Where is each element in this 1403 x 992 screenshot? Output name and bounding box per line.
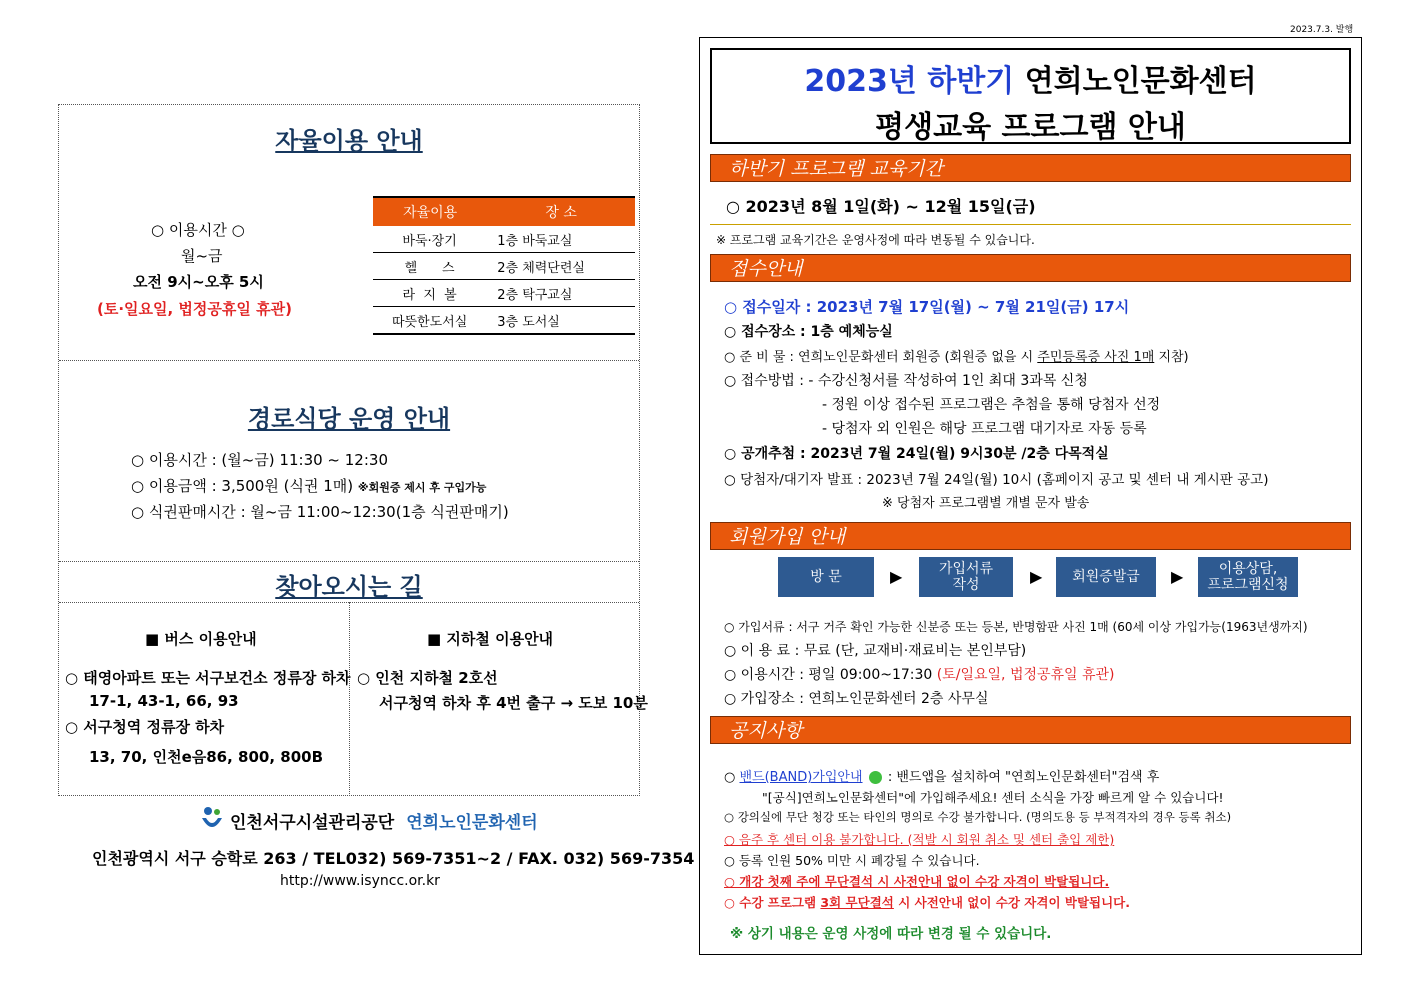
subway-line: ○ 인천 지하철 2호선 [357, 669, 498, 687]
table-cell: 1층 바둑교실 [487, 226, 635, 253]
notice-5-prefix: ○ 수강 프로그램 [724, 895, 817, 910]
reg-draw: ○ 공개추첨 : 2023년 7월 24일(월) 9시30분 /2층 다목적실 [724, 446, 1109, 462]
subway-title: ■ 지하철 이용안내 [427, 630, 554, 648]
table-cell: 라 지 볼 [373, 280, 487, 307]
cafeteria-price-note: ※회원증 제시 후 구입가능 [357, 481, 487, 494]
notice-4: ○ 개강 첫째 주에 무단결석 시 사전안내 없이 수강 자격이 박탈됩니다. [724, 874, 1110, 889]
notice-5-suffix: 시 사전안내 없이 수강 자격이 박탈됩니다. [898, 895, 1131, 910]
notice-2: ○ 음주 후 센터 이용 불가합니다. (적발 시 회원 취소 및 센터 출입 제한) [724, 832, 1115, 847]
table-header: 장 소 [487, 197, 635, 226]
member-hours-closed: (토/일요일, 법정공휴일 휴관) [936, 667, 1115, 683]
table-row [373, 307, 635, 335]
arrow-icon: ▶ [1171, 567, 1184, 586]
member-place: ○ 가입장소 : 연희노인문화센터 2층 사무실 [724, 691, 989, 707]
final-note: ※ 상기 내용은 운영 사정에 따라 변경 될 수 있습니다. [730, 926, 1052, 942]
bus-numbers-2: 13, 70, 인천e음86, 800, 800B [89, 748, 324, 766]
self-use-title: 자율이용 안내 [275, 127, 423, 155]
table-cell: 2층 탁구교실 [487, 280, 635, 307]
right-panel [699, 37, 1362, 955]
reg-method-1: ○ 접수방법 : - 수강신청서를 작성하여 1인 최대 3과목 신청 [724, 373, 1088, 389]
cafeteria-title: 경로식당 운영 안내 [247, 405, 451, 433]
band-link[interactable]: 밴드(BAND)가입안내 [739, 770, 863, 785]
membership-bar: 회원가입 안내 [710, 522, 1351, 550]
notice-3: ○ 등록 인원 50% 미만 시 폐강될 수 있습니다. [724, 853, 980, 868]
arrow-icon: ▶ [1030, 567, 1043, 586]
notice-bar: 공지사항 [710, 716, 1351, 744]
reg-items-suffix: 지참) [1158, 350, 1189, 365]
reg-sms: ※ 당첨자 프로그램별 개별 문자 발송 [882, 496, 1090, 511]
member-hours [724, 664, 1115, 684]
left-panel [58, 104, 648, 796]
table-cell: 3층 도서실 [487, 307, 635, 335]
self-use-table [373, 196, 635, 335]
issue-date: 2023.7.3. 발행 [1290, 25, 1354, 35]
org-logo-icon [200, 806, 224, 834]
step-card: 회원증발급 [1056, 557, 1156, 597]
period-note: ※ 프로그램 교육기간은 운영사정에 따라 변동될 수 있습니다. [716, 233, 1035, 247]
bus-numbers-1: 17-1, 43-1, 66, 93 [89, 692, 239, 710]
reg-announce: ○ 당첨자/대기자 발표 : 2023년 7월 24일(월) 10시 (홈페이지 공고 및 센터 내 게시판 공고) [724, 472, 1269, 488]
table-cell: 바둑·장기 [373, 226, 487, 253]
self-use-hours-label: ○ 이용시간 ○ [151, 221, 245, 239]
band-icon [869, 771, 882, 784]
footer-url[interactable]: http://www.isyncc.or.kr [280, 873, 440, 889]
member-fee: ○ 이 용 료 : 무료 (단, 교재비·재료비는 본인부담) [724, 643, 1027, 659]
reg-method-2: - 정원 이상 접수된 프로그램은 추첨을 통해 당첨자 선정 [822, 397, 1161, 413]
notice-5-underline: 3회 무단결석 [820, 895, 894, 910]
table-row [373, 226, 635, 253]
bus-title: ■ 버스 이용안내 [145, 630, 257, 648]
subway-exit: 서구청역 하차 후 4번 출구 → 도보 10분 [379, 694, 648, 712]
member-hours-text: ○ 이용시간 : 평일 09:00~17:30 [724, 667, 933, 683]
table-cell: 헬 스 [373, 253, 487, 280]
period-bar: 하반기 프로그램 교육기간 [710, 154, 1351, 182]
self-use-days: 월~금 [181, 247, 223, 265]
notice-band: ○ 밴드(BAND)가입안내 : 밴드앱을 설치하여 "연희노인문화센터"검색 후 [724, 770, 1160, 785]
org-name: 인천서구시설관리공단 [230, 812, 395, 833]
reg-items-underline: 주민등록증 사진 1매 [1037, 350, 1155, 365]
registration-bar: 접수안내 [710, 254, 1351, 282]
reg-place: ○ 접수장소 : 1층 예체능실 [724, 324, 893, 340]
cafeteria-hours: ○ 이용시간 : (월~금) 11:30 ~ 12:30 [131, 451, 388, 469]
notice-5 [724, 893, 1130, 911]
self-use-time: 오전 9시~오후 5시 [133, 273, 264, 291]
step-consult: 이용상담, 프로그램신청 [1198, 557, 1298, 597]
cafeteria-price [131, 475, 486, 496]
table-header: 자율이용 [373, 197, 487, 226]
cafeteria-price-text: ○ 이용금액 : 3,500원 (식권 1매) [131, 477, 354, 495]
reg-items-text: ○ 준 비 물 : 연희노인문화센터 회원증 (회원증 없을 시 [724, 350, 1034, 365]
member-docs: ○ 가입서류 : 서구 거주 확인 가능한 신분증 또는 등본, 반명함판 사진 1매 (60세 이상 가입가능(1963년생까지) [724, 620, 1308, 634]
reg-date: ○ 접수일자 : 2023년 7월 17일(월) ~ 7월 21일(금) 17시 [724, 298, 1130, 316]
title-line2: 평생교육 프로그램 안내 [875, 110, 1186, 145]
bus-stop-1: ○ 태영아파트 또는 서구보건소 정류장 하차 [65, 669, 351, 687]
step-visit: 방 문 [778, 557, 874, 597]
step-documents: 가입서류 작성 [919, 557, 1013, 597]
table-cell: 2층 체력단련실 [487, 253, 635, 280]
notice-band-2: "[공식]연희노인문화센터"에 가입해주세요! 센터 소식을 가장 빠르게 알 수 있습니다! [762, 790, 1224, 805]
table-row [373, 253, 635, 280]
center-name: 연희노인문화센터 [406, 812, 538, 833]
table-row [373, 280, 635, 307]
directions-title: 찾아오시는 길 [275, 573, 423, 601]
title-year: 2023년 하반기 [804, 64, 1015, 99]
bus-stop-2: ○ 서구청역 정류장 하차 [65, 718, 225, 736]
notice-1: ○ 강의실에 무단 청강 또는 타인의 명의로 수강 불가합니다. (명의도용 등 부적격자의 경우 등록 취소) [724, 810, 1232, 824]
title-center: 연희노인문화센터 [1024, 64, 1257, 99]
table-cell: 따뜻한도서실 [373, 307, 487, 335]
cafeteria-ticket-hours: ○ 식권판매시간 : 월~금 11:00~12:30(1층 식권판매기) [131, 503, 509, 521]
reg-method-3: - 당첨자 외 인원은 해당 프로그램 대기자로 자동 등록 [822, 421, 1147, 437]
period-dates: ○ 2023년 8월 1일(화) ~ 12월 15일(금) [726, 197, 1036, 216]
footer-address: 인천광역시 서구 승학로 263 / TEL032) 569-7351~2 / FAX. 032) 569-7354 [92, 849, 695, 868]
footer-org [200, 806, 538, 834]
reg-items [724, 346, 1189, 365]
band-text: : 밴드앱을 설치하여 "연희노인문화센터"검색 후 [887, 770, 1160, 785]
self-use-closed: (토·일요일, 법정공휴일 휴관) [97, 300, 292, 318]
arrow-icon: ▶ [890, 567, 903, 586]
main-title [710, 48, 1351, 144]
